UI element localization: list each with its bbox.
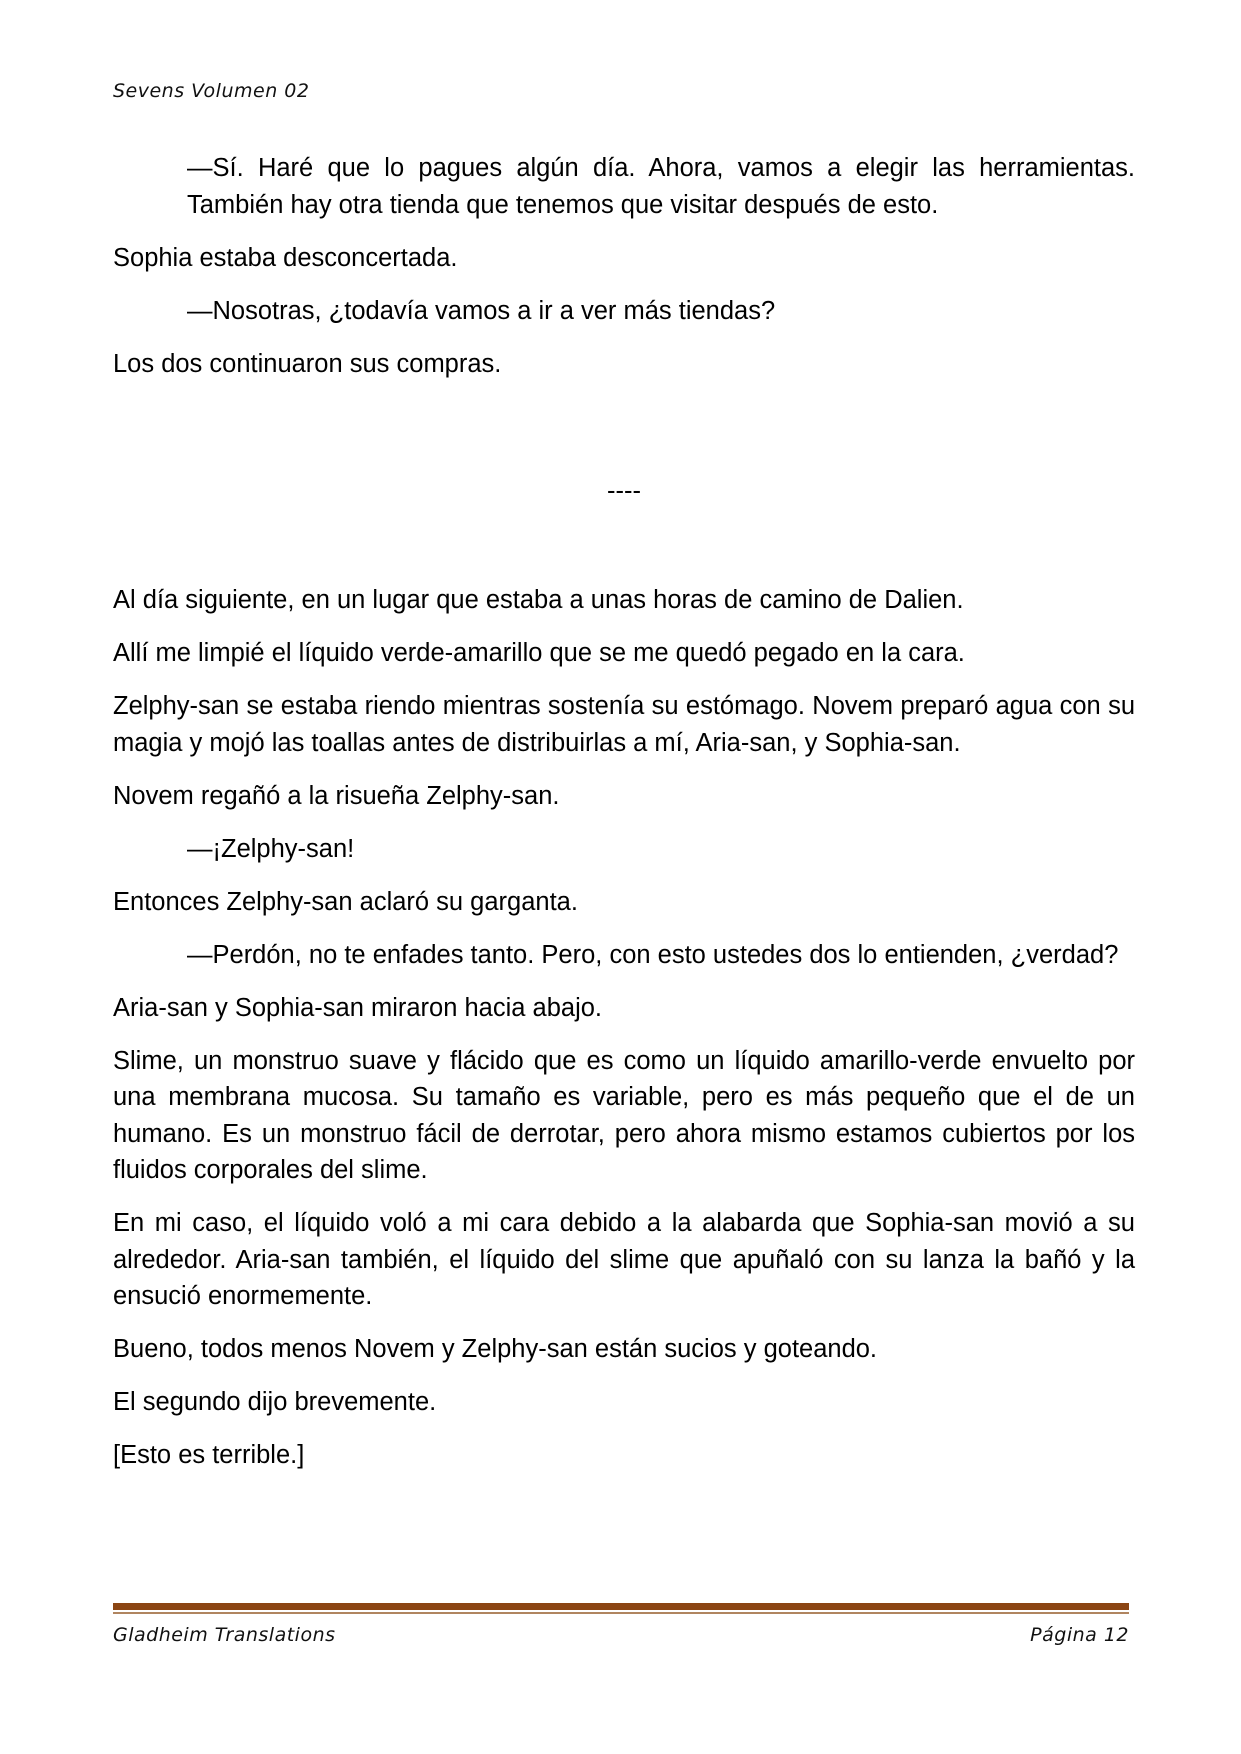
narration-paragraph: Entonces Zelphy-san aclaró su garganta.: [113, 887, 578, 916]
narration-paragraph: Novem regañó a la risueña Zelphy-san.: [113, 781, 560, 810]
narration-paragraph: [Esto es terrible.]: [113, 1441, 305, 1469]
dialogue-paragraph: —¡Zelphy-san!: [187, 834, 355, 863]
narration-paragraph: Al día siguiente, en un lugar que estaba a unas horas de camino de Dalien.: [113, 586, 964, 614]
narration-paragraph: Allí me limpié el líquido verde-amarillo que se me quedó pegado en la cara.: [113, 639, 965, 667]
dialogue-paragraph: —Sí. Haré que lo pagues algún día. Ahora, vamos a elegir las herramientas. También hay otra tienda que tenemos que visitar después de esto.: [187, 154, 1135, 219]
spacer: [113, 399, 1135, 473]
narration-paragraph: Sophia estaba desconcertada.: [113, 243, 458, 272]
narration-paragraph: En mi caso, el líquido voló a mi cara debido a la alabarda que Sophia-san movió a su alrededor. Aria-san también, el líquido del slime que apuñaló con su lanza la bañó y la ensució enormemente.: [113, 1209, 1135, 1310]
narration-paragraph: El segundo dijo brevemente.: [113, 1388, 437, 1416]
narration-paragraph: Zelphy-san se estaba riendo mientras sostenía su estómago. Novem preparó agua con su magia y mojó las toallas antes de distribuirlas a mí, Aria-san, y Sophia-san.: [113, 692, 1135, 757]
footer-rule-thick: [113, 1603, 1129, 1610]
dialogue-paragraph: —Nosotras, ¿todavía vamos a ir a ver más tiendas?: [187, 296, 776, 325]
footer-rule-thin: [113, 1612, 1129, 1614]
narration-paragraph: Slime, un monstruo suave y flácido que es como un líquido amarillo-verde envuelto por una membrana mucosa. Su tamaño es variable, pero es más pequeño que el de un humano. Es un monstruo fácil de derrotar, pero ahora mismo estamos cubiertos por los fluidos corporales del slime.: [113, 1046, 1135, 1184]
page-body: [113, 150, 1135, 1490]
running-header: Sevens Volumen 02: [113, 80, 310, 102]
spacer: [113, 509, 1135, 582]
narration-paragraph: Aria-san y Sophia-san miraron hacia abajo.: [113, 993, 603, 1022]
narration-paragraph: Bueno, todos menos Novem y Zelphy-san están sucios y goteando.: [113, 1335, 878, 1363]
narration-paragraph: Los dos continuaron sus compras.: [113, 349, 502, 378]
dialogue-paragraph: —Perdón, no te enfades tanto. Pero, con esto ustedes dos lo entienden, ¿verdad?: [187, 940, 1119, 969]
scene-separator: ----: [607, 476, 641, 505]
page-number: Página 12: [1030, 1624, 1129, 1646]
footer-publisher: Gladheim Translations: [113, 1624, 336, 1646]
